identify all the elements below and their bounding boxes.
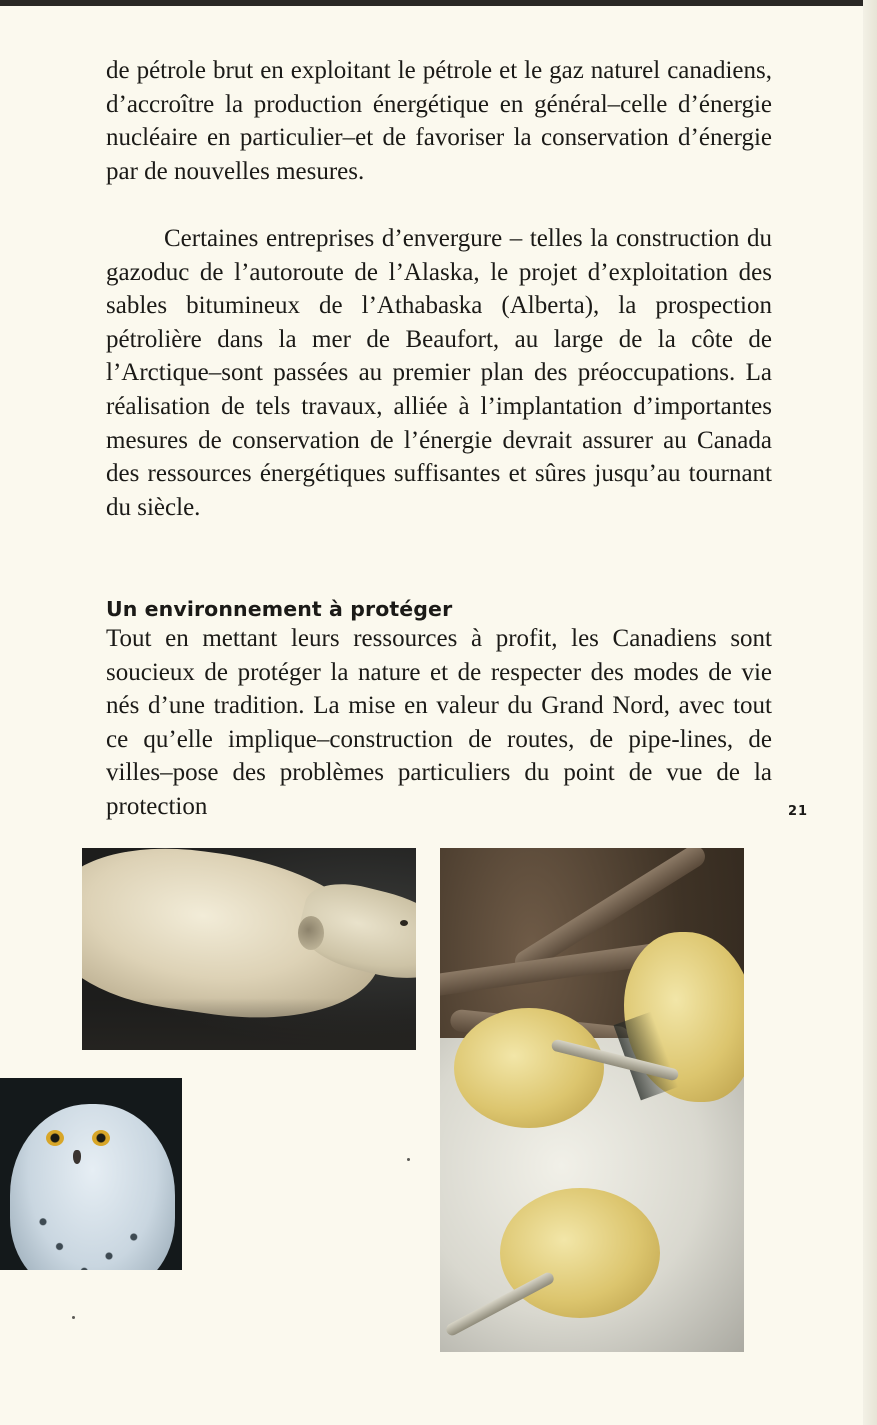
snowy-owl-photo (0, 1078, 182, 1270)
polar-bear-photo (82, 848, 416, 1050)
paper-speck (407, 1158, 410, 1161)
paper-speck (72, 1316, 75, 1319)
body-paragraph-1: de pétrole brut en exploitant le pétrole et le gaz naturel canadiens, d’accroître la production énergétique en général–celle d’énergie nucléaire en particulier–et de favoriser la conservation d’énergie par de nouvelles mesures. (106, 57, 772, 185)
section-paragraph: Tout en mettant leurs ressources à profit, les Canadiens sont soucieux de protéger la nature et de respecter des modes de vie nés d’une tradition. La mise en valeur du Grand Nord, avec tout ce qu’elle implique–construction de routes, de pipe-lines, de villes–pose des problèmes particuliers du point de vue de la protection (106, 625, 772, 820)
page-top-edge (0, 0, 877, 6)
body-paragraph-2: Certaines entreprises d’envergure – telles la construction du gazoduc de l’autoroute de l’Alaska, le projet d’exploitation des sables bitumineux de l’Athabaska (Alberta), la prospection pétrolière dans la mer de Beaufort, au large de la côte de l’Arctique–sont passées au premier plan des préoccupations. La réalisation de tels travaux, alliée à l’implantation d’importantes mesures de conservation de l’énergie devrait assurer au Canada des ressources énergétiques suffisantes et sûres jusqu’au tournant du siècle. (106, 225, 772, 521)
section-heading: Un environnement à protéger (106, 597, 453, 621)
page-number: 21 (788, 804, 809, 819)
page-right-edge (863, 0, 877, 1425)
gannets-photo (440, 848, 744, 1352)
